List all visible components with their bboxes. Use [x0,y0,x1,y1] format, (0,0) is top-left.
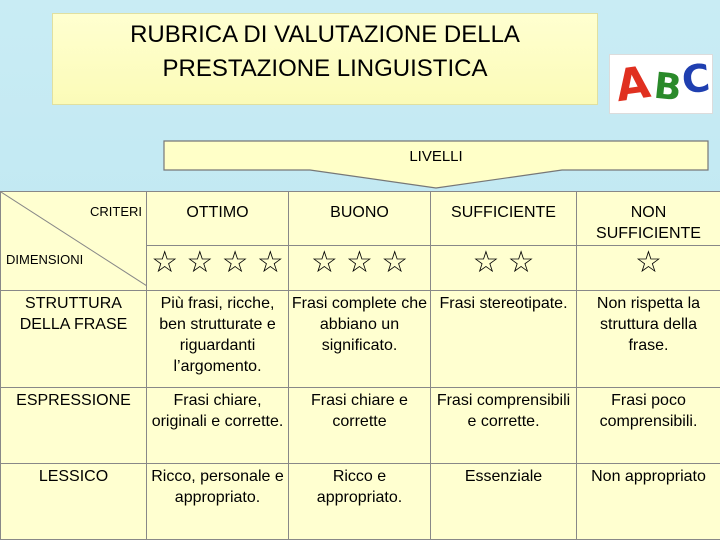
cell-espressione-non-sufficiente: Frasi poco comprensibili. [577,388,720,463]
cell-lessico-buono: Ricco e appropriato. [289,463,431,539]
criteria-label: CRITERI [90,204,142,219]
logo-letter-c: C [679,55,713,103]
table-row [1,290,720,388]
logo-letter-a: A [612,56,654,113]
table-row [1,388,720,463]
cell-espressione-ottimo: Frasi chiare, originali e corrette. [147,388,289,463]
dimension-espressione: ESPRESSIONE [1,388,147,463]
star-rating: ☆ ☆ [472,245,535,279]
levels-banner [162,140,710,182]
star-rating: ☆ ☆ ☆ ☆ [151,245,284,279]
cell-struttura-sufficiente: Frasi stereotipate. [431,290,577,388]
level-header-buono: BUONO [289,192,431,246]
dimension-struttura: STRUTTURA DELLA FRASE [1,290,147,388]
cell-struttura-buono: Frasi complete che abbiano un significato. [289,290,431,388]
header-row [1,192,720,246]
dimensions-label: DIMENSIONI [6,251,84,267]
title-line-1: RUBRICA DI VALUTAZIONE DELLA [130,21,520,48]
level-header-sufficiente: SUFFICIENTE [431,192,577,246]
cell-lessico-non-sufficiente: Non appropriato [577,463,720,539]
stars-ottimo [147,245,289,290]
abc-logo [609,54,713,114]
level-header-ottimo: OTTIMO [147,192,289,246]
cell-espressione-buono: Frasi chiare e corrette [289,388,431,463]
level-header-non-sufficiente: NON SUFFICIENTE [577,192,720,246]
stars-sufficiente [431,245,577,290]
cell-struttura-non-sufficiente: Non rispetta la struttura della frase. [577,290,720,388]
cell-espressione-sufficiente: Frasi comprensibili e corrette. [431,388,577,463]
title-line-2: PRESTAZIONE LINGUISTICA [162,55,488,82]
cell-lessico-sufficiente: Essenziale [431,463,577,539]
dimension-lessico: LESSICO [1,463,147,539]
star-rating: ☆ ☆ ☆ [310,245,409,279]
table-row [1,463,720,539]
stars-buono [289,245,431,290]
stars-non-sufficiente [577,245,720,290]
cell-struttura-ottimo: Più frasi, ricche, ben strutturate e riguardanti l’argomento. [147,290,289,388]
rubric-table [0,191,720,540]
levels-banner-label: LIVELLI [409,148,463,165]
title-box [52,13,598,105]
star-rating: ☆ [635,245,662,279]
cell-lessico-ottimo: Ricco, personale e appropriato. [147,463,289,539]
corner-cell [1,192,147,291]
logo-letter-b: B [651,65,684,110]
